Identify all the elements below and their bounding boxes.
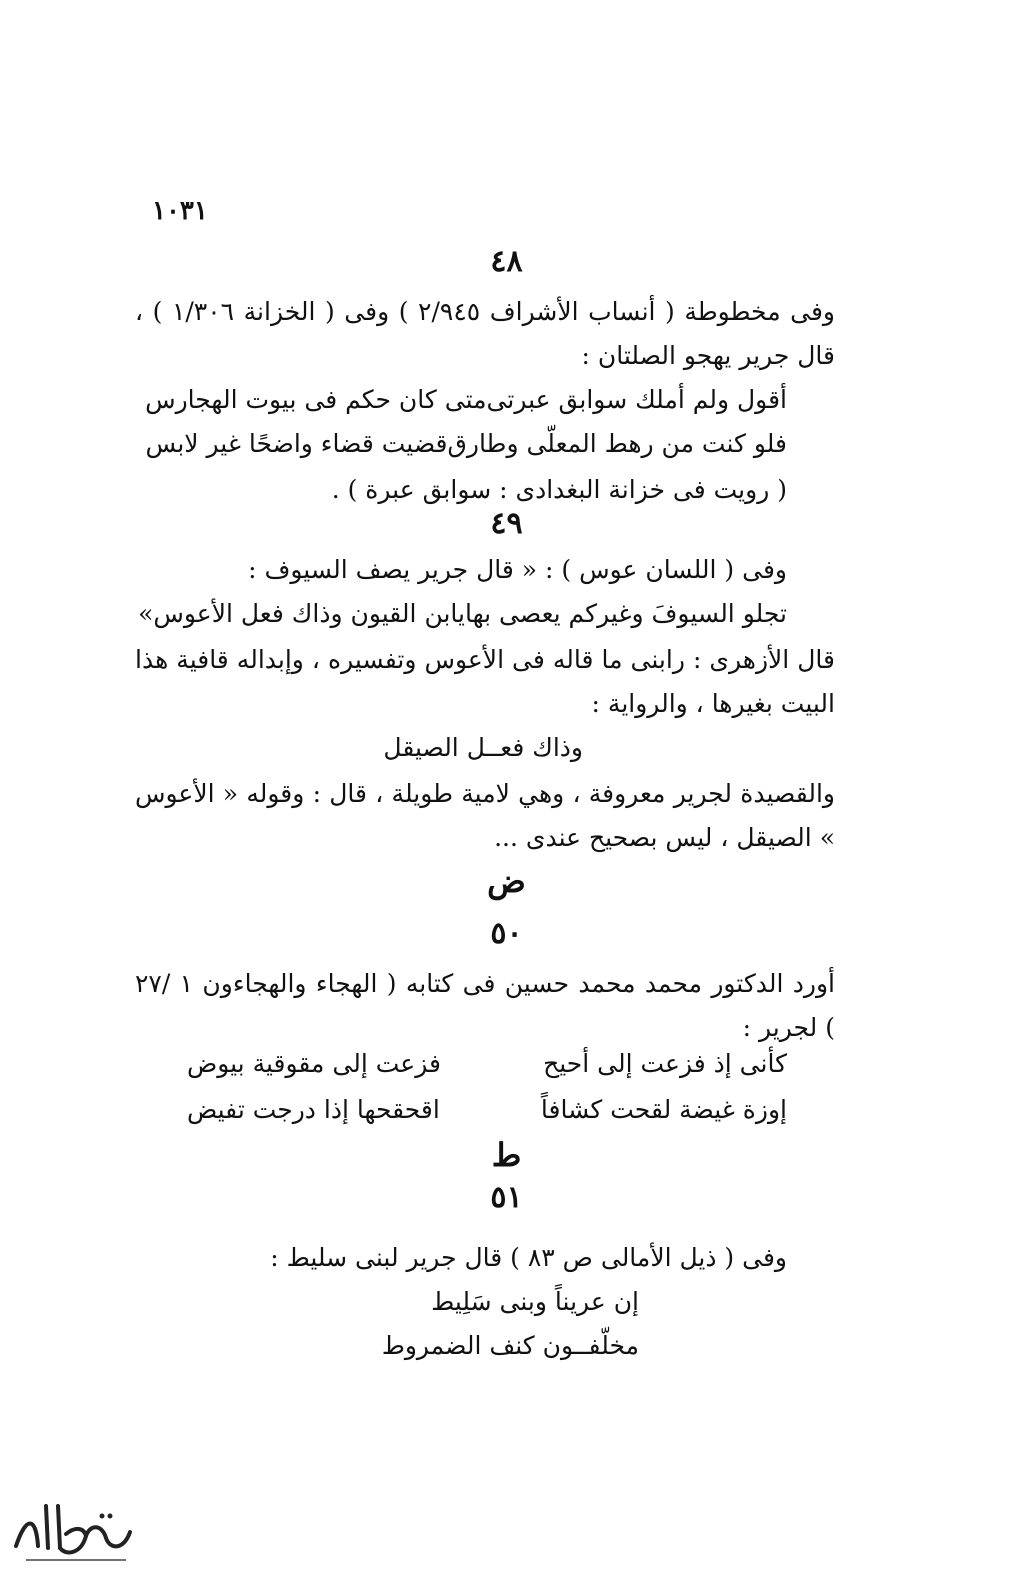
section-51-intro: وفى ( ذيل الأمالى ص ٨٣ ) قال جرير لبنى سليط : [270, 1243, 787, 1272]
verse-49-1-second-hemistich: يابن القيون وذاك فعل الأعوس» [138, 599, 466, 628]
verse-50-1-first-hemistich: كأنى إذ فزعت إلى أحيح [543, 1049, 787, 1078]
section-50-intro: أورد الدكتور محمد محمد حسين فى كتابه ( الهجاء والهجاءون ١ /٢٧ ) لجرير : [135, 969, 835, 1042]
section-49-hemistich: وذاك فعــل الصيقل [383, 733, 583, 762]
section-number-51: ٥١ [490, 1180, 523, 1215]
verse-48-2-first-hemistich: فلو كنت من رهط المعلّى وطارق [447, 429, 787, 458]
section-number-50: ٥٠ [490, 916, 523, 951]
verse-50-2-second-hemistich: اقحقحها إذا درجت تفيض [187, 1095, 440, 1124]
verse-48-2-second-hemistich: قضيت قضاء واضحًا غير لابس [145, 429, 448, 458]
section-49-intro: وفى ( اللسان عوس ) : « قال جرير يصف السيوف : [248, 555, 787, 584]
section-51-line-2: مخلّفــون كنف الضمروط [381, 1331, 639, 1360]
verse-49-1 [138, 592, 787, 636]
section-49-comment2: والقصيدة لجرير معروفة ، وهي لامية طويلة ، قال : وقوله « الأعوس » الصيقل ، ليس بصحيح عندى ... [135, 779, 835, 852]
section-49-comment: قال الأزهرى : رابنى ما قاله فى الأعوس وتفسيره ، وإبداله قافية هذا البيت بغيرها ، والرواية : [135, 645, 835, 718]
verse-50-2-first-hemistich: إوزة غيضة لقحت كشافاً [540, 1095, 787, 1124]
verse-50-1-second-hemistich: فزعت إلى مقوقية بيوض [187, 1049, 441, 1078]
section-letter-ta: ط [491, 1136, 522, 1174]
verse-48-2 [145, 422, 787, 466]
verse-48-1-second-hemistich: متى كان حكم فى بيوت الهجارس [145, 385, 487, 414]
verse-50-1 [187, 1042, 787, 1086]
section-letter-dad: ض [487, 862, 526, 900]
calligraphy-logo-icon [6, 1476, 146, 1576]
section-48-note: ( رويت فى خزانة البغدادى : سوابق عبرة ) . [331, 475, 787, 504]
section-number-48: ٤٨ [490, 244, 523, 279]
section-51-line-1: إن عريناً وبنى سَلِيط [431, 1287, 639, 1316]
section-48-intro: وفى مخطوطة ( أنساب الأشراف ٢/٩٤٥ ) وفى ( الخزانة ١/٣٠٦ ) ، قال جرير يهجو الصلتان : [135, 297, 836, 370]
verse-48-1 [145, 378, 787, 422]
verse-48-1-first-hemistich: أقول ولم أملك سوابق عبرتى [486, 385, 787, 414]
verse-50-2 [187, 1088, 787, 1132]
page-number: ١٠٣١ [152, 196, 208, 226]
verse-49-1-first-hemistich: تجلو السيوفَ وغيركم يعصى بها [465, 599, 787, 628]
section-number-49: ٤٩ [490, 506, 523, 541]
